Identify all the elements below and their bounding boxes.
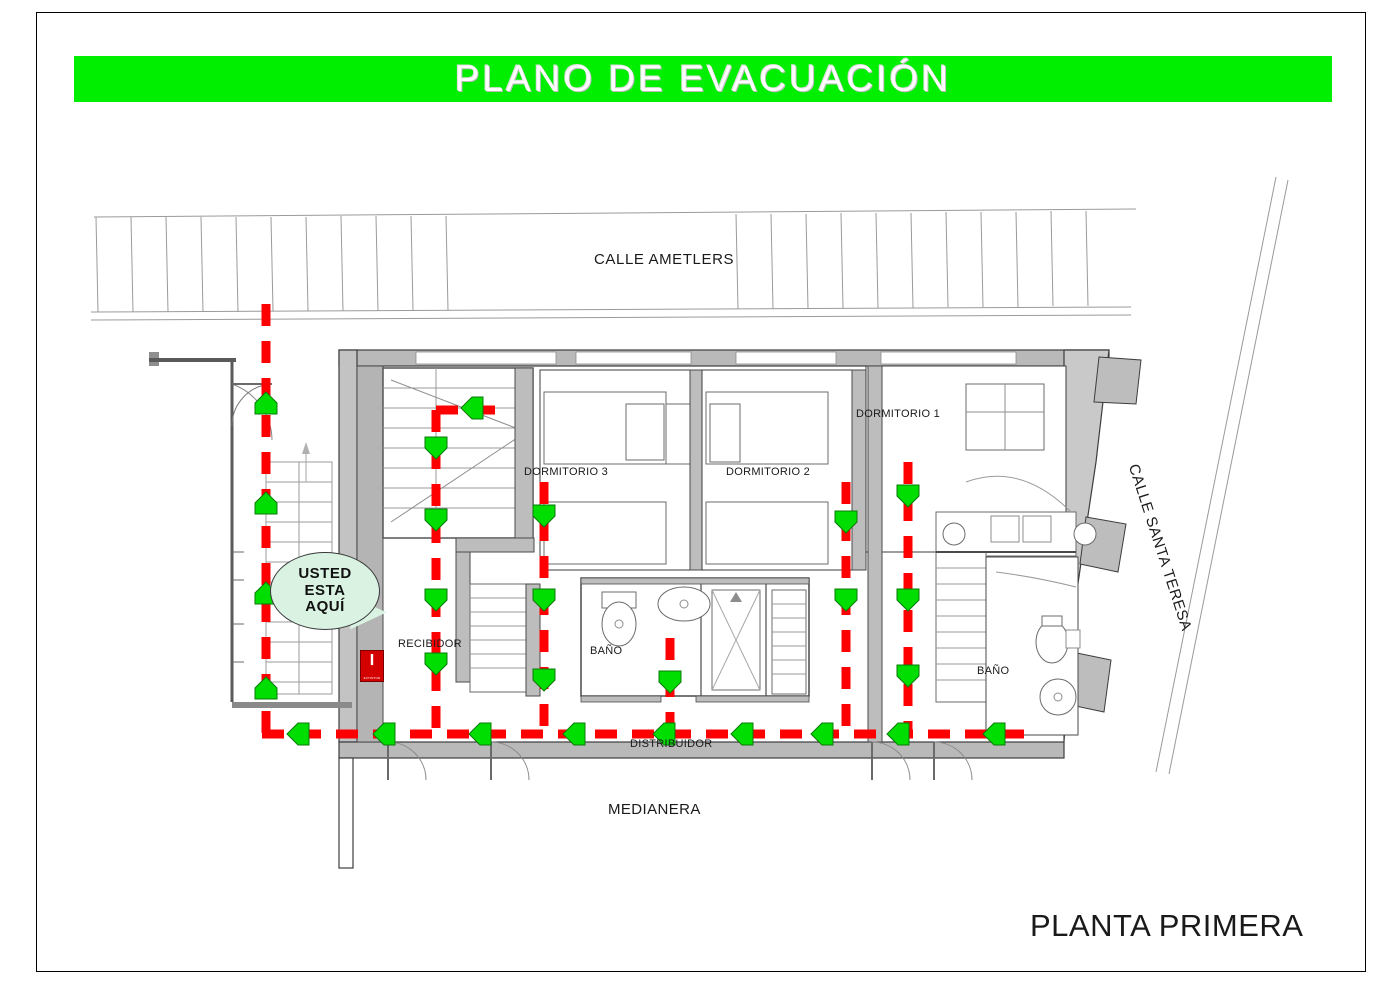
label-bano-central: BAÑO [590,645,623,657]
label-distribuidor: DISTRIBUIDOR [630,738,713,750]
room-bano-central [581,578,809,702]
label-dormitorio-2: DORMITORIO 2 [726,466,811,478]
extinguisher-glyph: I [369,652,375,669]
interior-stairwell [357,366,540,742]
floor-caption: PLANTA PRIMERA [1030,908,1304,943]
label-calle-ametlers: CALLE AMETLERS [594,251,735,268]
title-banner [74,56,1332,102]
label-recibidor: RECIBIDOR [398,638,462,650]
you-are-here-line-2: ESTA [304,581,346,599]
entrance-landing [149,352,352,708]
room-bano-derecha [986,557,1080,735]
label-dormitorio-1: DORMITORIO 1 [856,408,941,420]
you-are-here-line-3: AQUÍ [305,598,345,616]
fire-extinguisher-icon [360,650,384,682]
you-are-here-callout [270,552,380,630]
label-medianera: MEDIANERA [608,801,701,818]
street-right-lines [1156,177,1288,774]
floor-plan-drawing [36,12,1366,972]
label-bano-derecha: BAÑO [977,665,1010,677]
you-are-here-line-1: USTED [298,564,352,582]
extinguisher-label: EXTINTOR [363,676,381,680]
label-dormitorio-3: DORMITORIO 3 [524,466,609,478]
label-calle-santa-teresa: CALLE SANTA TERESA [1124,462,1195,634]
page-title: PLANO DE EVACUACIÓN [454,58,952,99]
